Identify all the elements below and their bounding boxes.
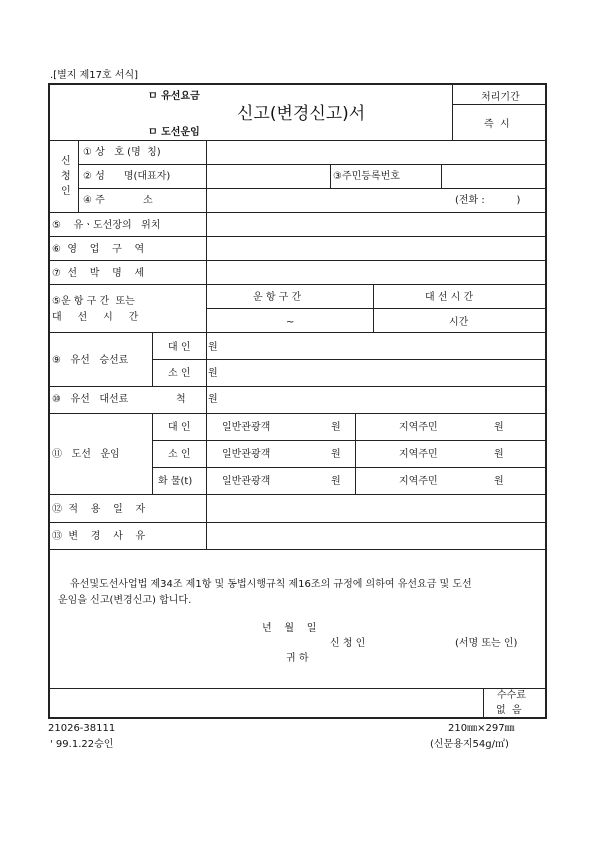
fee-box-left	[483, 688, 484, 717]
declaration-line-2: 운임을 신고(변경신고) 합니다.	[58, 595, 192, 606]
line-row-12	[50, 522, 545, 523]
route-charter-divider	[373, 284, 374, 332]
outer-border-top	[48, 83, 547, 85]
checkbox-label-fee[interactable]: ㅁ 유선요금	[148, 91, 200, 102]
fare-child-label: 소 인	[168, 449, 191, 460]
cargo-general-won[interactable]: 원	[331, 476, 341, 487]
applicant-label-3: 인	[61, 186, 71, 197]
signature-field[interactable]: (서명 또는 인)	[455, 638, 518, 649]
boarding-child-label: 소 인	[168, 368, 191, 379]
line-declaration-bottom	[50, 688, 545, 689]
line-row-8	[50, 332, 545, 333]
line-row-9-mid	[152, 359, 545, 360]
line-row-8-mid	[206, 308, 545, 309]
regno-divider-left	[330, 164, 331, 188]
adult-general-label: 일반관광객	[222, 422, 271, 433]
line-row-11	[50, 494, 545, 495]
form-reference: .[별지 제17호 서식]	[50, 70, 139, 81]
charter-fee-won[interactable]: 원	[208, 394, 218, 405]
charter-fee-label: ⑩ 유선 대선료	[52, 394, 129, 405]
period-box-divider	[452, 104, 545, 105]
cargo-local-won[interactable]: 원	[494, 476, 504, 487]
paper-size: 210㎜×297㎜	[448, 723, 515, 734]
label-column-divider	[206, 140, 207, 549]
ferry-fare-label: ⑪ 도선 운임	[52, 449, 120, 460]
charter-time-header: 대 선 시 간	[425, 292, 474, 303]
vessel-spec-label: ⑦ 선 박 명 세	[52, 268, 145, 279]
location-label: ⑤ 유ㆍ도선장의 위치	[52, 220, 161, 231]
form-code: 21026-38111	[48, 723, 116, 734]
line-row-13	[50, 549, 545, 550]
representative-label: ② 성 명(대표자)	[83, 171, 171, 182]
processing-period-value: 즉 시	[484, 119, 510, 130]
line-row-9	[50, 386, 545, 387]
boarding-adult-label: 대 인	[168, 342, 191, 353]
route-or-charter-label-1: ⑤운 항 구 간 또는	[52, 296, 135, 307]
outer-border-right	[545, 83, 547, 719]
form-title: 신고(변경신고)서	[237, 104, 366, 124]
effective-date-label: ⑫ 적 용 일 자	[52, 504, 146, 515]
business-area-label: ⑥ 영 업 구 역	[52, 244, 145, 255]
route-or-charter-label-2: 대 선 시 간	[52, 312, 139, 323]
per-ship-label: 척	[176, 394, 186, 405]
cargo-general-label: 일반관광객	[222, 476, 271, 487]
child-general-won[interactable]: 원	[331, 449, 341, 460]
address-label: ④ 주 소	[83, 195, 153, 206]
declaration-applicant: 신 청 인	[330, 638, 366, 649]
fare-adult-label: 대 인	[168, 422, 191, 433]
boarding-adult-won[interactable]: 원	[208, 342, 218, 353]
line-header-bottom	[50, 140, 545, 141]
processing-period-label: 처리기간	[481, 92, 520, 103]
line-row-7	[50, 284, 545, 285]
charter-time-value[interactable]: 시간	[449, 317, 469, 328]
fee-label: 수수료	[497, 690, 526, 701]
company-name-label: ① 상 호 (명 칭)	[83, 147, 161, 158]
phone-field[interactable]: (전화 : )	[455, 195, 521, 206]
addressee: 귀 하	[286, 653, 309, 664]
applicant-label-2: 청	[61, 171, 71, 182]
outer-border-left	[48, 83, 50, 719]
adult-local-label: 지역주민	[399, 422, 438, 433]
regno-divider-right	[441, 164, 442, 188]
general-local-divider	[355, 413, 356, 494]
paper-type: (신문용지54g/㎡)	[430, 739, 509, 750]
outer-border-bottom	[48, 717, 547, 719]
route-value[interactable]: ~	[286, 317, 295, 328]
line-row-10	[50, 413, 545, 414]
fee-value: 없 음	[496, 705, 522, 716]
adult-general-won[interactable]: 원	[331, 422, 341, 433]
line-row-11-a	[152, 440, 545, 441]
line-row-6	[50, 260, 545, 261]
line-row-4	[50, 212, 545, 213]
line-applicant-1	[78, 164, 545, 165]
change-reason-label: ⑬ 변 경 사 유	[52, 531, 146, 542]
applicant-label-1: 신	[61, 156, 71, 167]
declaration-date[interactable]: 년 월 일	[262, 623, 317, 634]
child-general-label: 일반관광객	[222, 449, 271, 460]
applicant-label-divider	[78, 140, 79, 212]
boarding-fee-divider	[152, 332, 153, 386]
boarding-fee-label: ⑨ 유선 승선료	[52, 355, 129, 366]
period-box-left	[452, 85, 453, 140]
line-row-11-b	[152, 467, 545, 468]
checkbox-label-fare[interactable]: ㅁ 도선운임	[148, 127, 200, 138]
ferry-fare-divider	[152, 413, 153, 494]
boarding-child-won[interactable]: 원	[208, 368, 218, 379]
child-local-won[interactable]: 원	[494, 449, 504, 460]
fare-cargo-label: 화 물(t)	[158, 476, 193, 487]
child-local-label: 지역주민	[399, 449, 438, 460]
approval-date: ' 99.1.22승인	[50, 739, 114, 750]
line-row-5	[50, 236, 545, 237]
route-header: 운 항 구 간	[253, 292, 302, 303]
cargo-local-label: 지역주민	[399, 476, 438, 487]
resident-number-label: ③주민등록번호	[333, 171, 400, 182]
adult-local-won[interactable]: 원	[494, 422, 504, 433]
declaration-line-1: 유선및도선사업법 제34조 제1항 및 동법시행규칙 제16조의 규정에 의하여 유선요금 및 도선	[70, 579, 472, 590]
line-applicant-2	[78, 188, 545, 189]
